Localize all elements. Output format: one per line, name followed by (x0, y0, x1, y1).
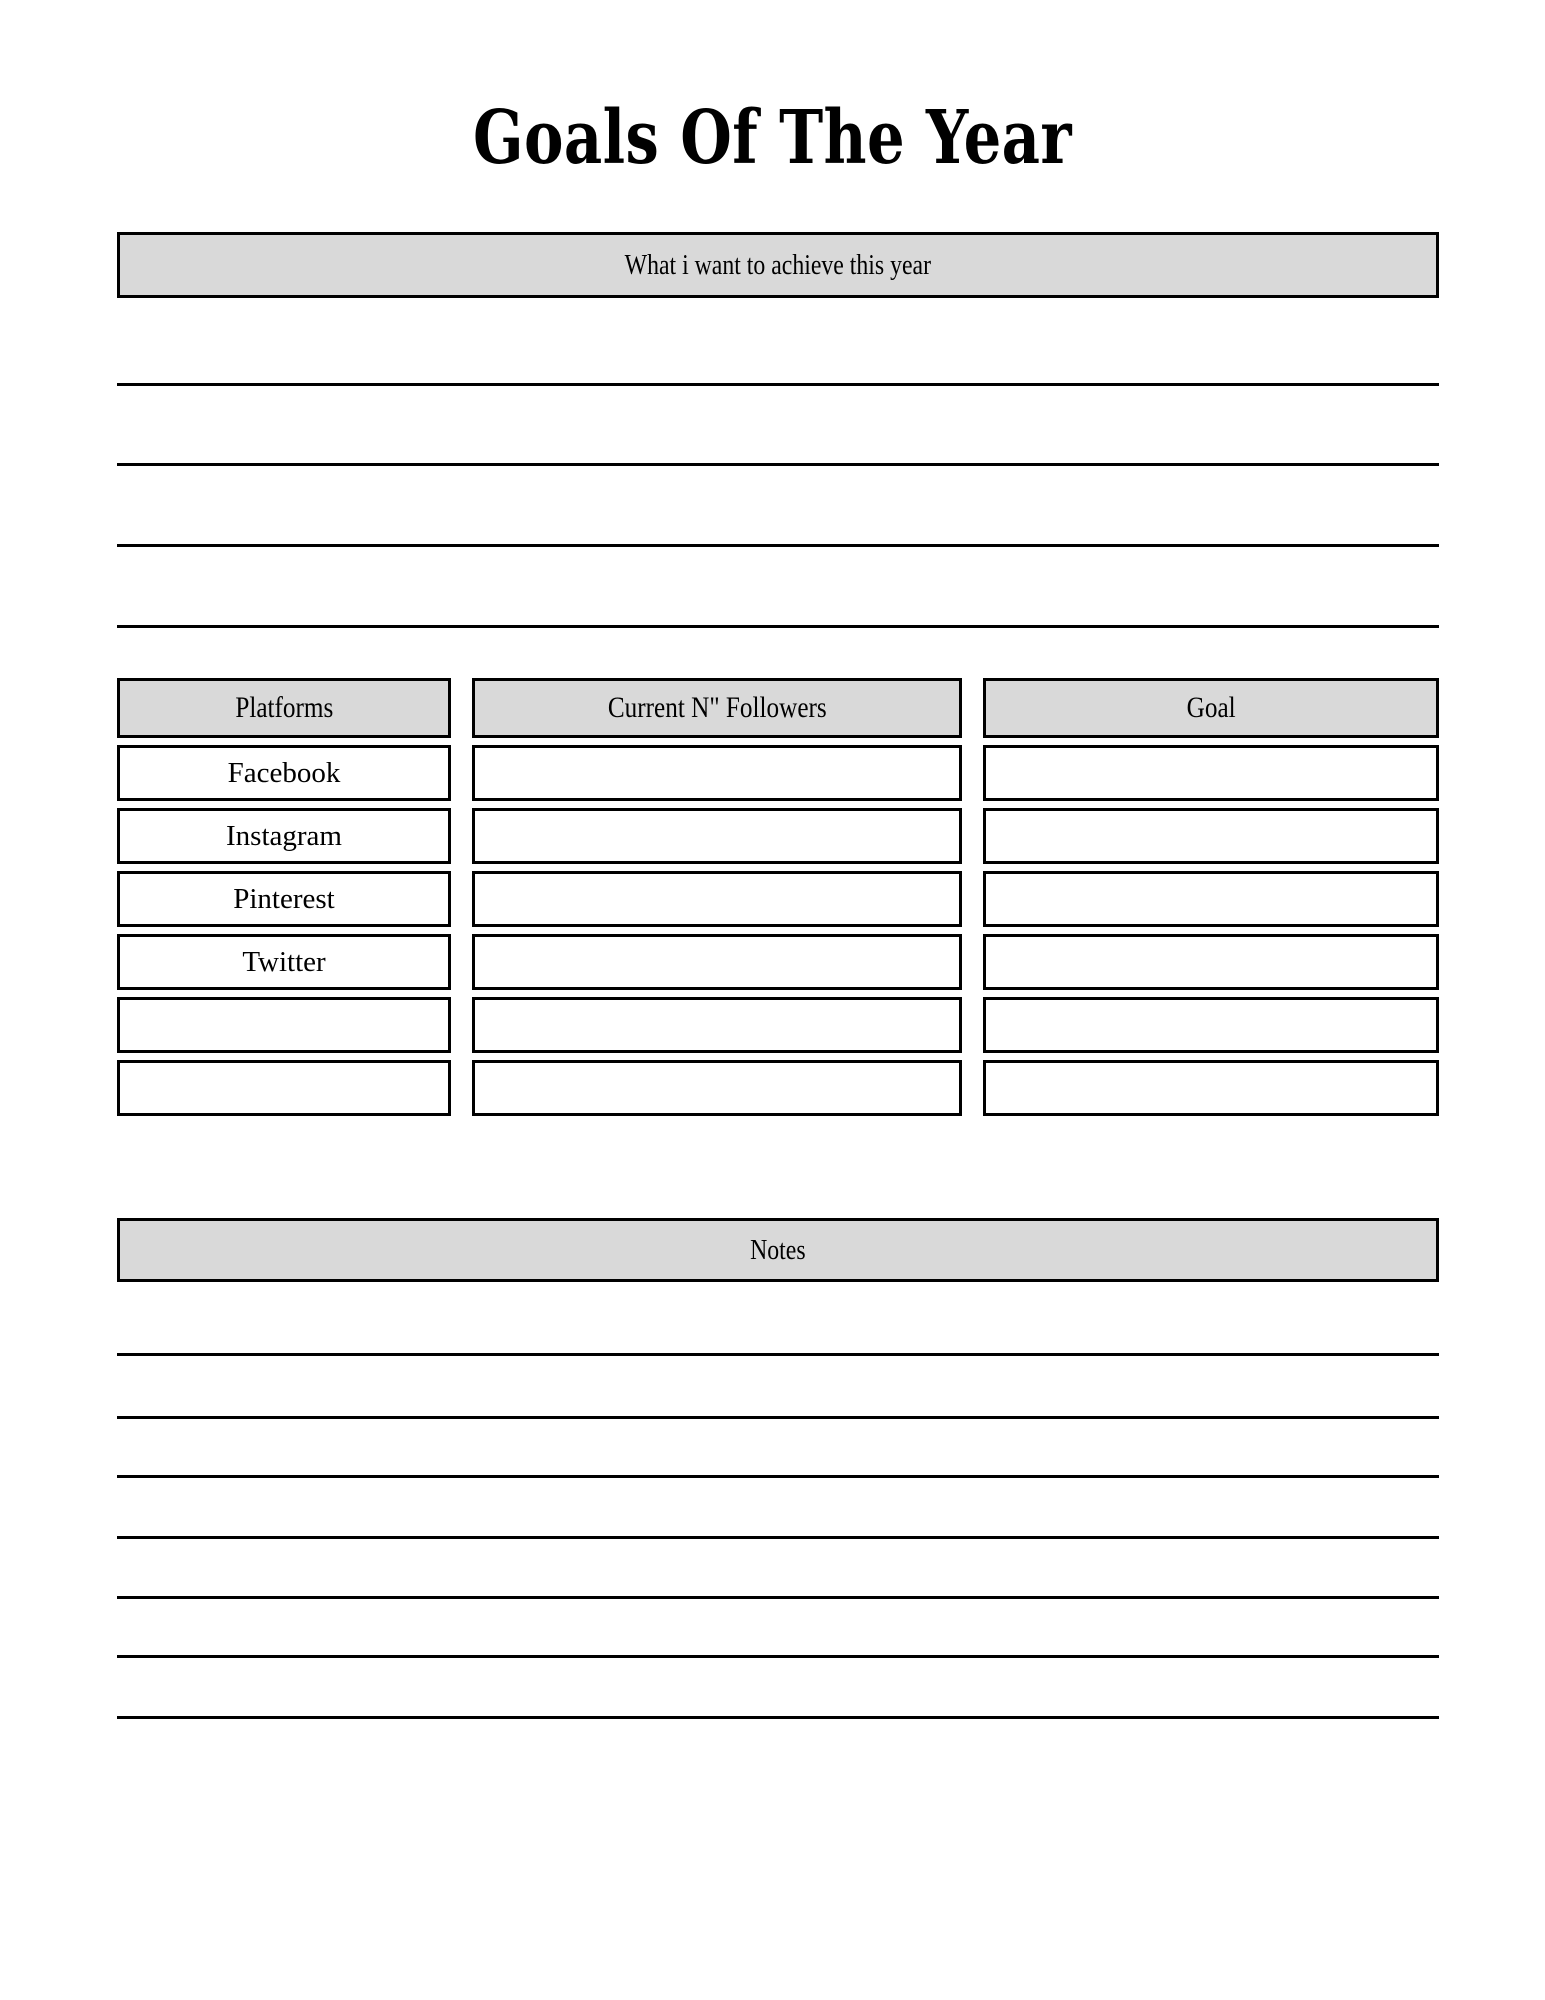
notes-writing-line[interactable] (117, 1353, 1439, 1356)
platform-name-label: Twitter (242, 945, 326, 978)
table-header-current-followers (472, 678, 962, 738)
goals-writing-line[interactable] (117, 625, 1439, 628)
notes-banner-label: Notes (750, 1234, 806, 1266)
table-header-goal-label: Goal (1186, 691, 1236, 724)
table-header-current-followers-label: Current N" Followers (607, 691, 827, 724)
goal-cell[interactable] (983, 871, 1439, 927)
table-row (117, 1060, 1439, 1116)
notes-writing-line[interactable] (117, 1475, 1439, 1478)
platform-name-cell[interactable] (117, 808, 451, 864)
page-title: Goals Of The Year (473, 95, 1072, 181)
platform-name-label: Instagram (226, 819, 342, 852)
goals-table (117, 678, 1439, 1123)
current-followers-cell[interactable] (472, 1060, 962, 1116)
table-row (117, 871, 1439, 927)
table-row (117, 997, 1439, 1053)
goals-writing-line[interactable] (117, 463, 1439, 466)
notes-writing-line[interactable] (117, 1596, 1439, 1599)
notes-writing-line[interactable] (117, 1655, 1439, 1658)
current-followers-cell[interactable] (472, 808, 962, 864)
platform-name-cell[interactable] (117, 934, 451, 990)
table-row (117, 808, 1439, 864)
goal-cell[interactable] (983, 997, 1439, 1053)
table-header-goal (983, 678, 1439, 738)
goals-writing-line[interactable] (117, 544, 1439, 547)
notes-writing-line[interactable] (117, 1536, 1439, 1539)
current-followers-cell[interactable] (472, 745, 962, 801)
notes-banner (117, 1218, 1439, 1282)
notes-writing-line[interactable] (117, 1716, 1439, 1719)
table-header-platforms (117, 678, 451, 738)
goal-cell[interactable] (983, 934, 1439, 990)
current-followers-cell[interactable] (472, 934, 962, 990)
current-followers-cell[interactable] (472, 871, 962, 927)
goals-writing-line[interactable] (117, 383, 1439, 386)
table-row (117, 934, 1439, 990)
platform-name-cell[interactable] (117, 871, 451, 927)
platform-name-cell[interactable] (117, 997, 451, 1053)
table-row (117, 745, 1439, 801)
notes-writing-line[interactable] (117, 1416, 1439, 1419)
subtitle-banner (117, 232, 1439, 298)
platform-name-cell[interactable] (117, 745, 451, 801)
platform-name-label: Facebook (227, 756, 341, 789)
platform-name-label: Pinterest (233, 882, 335, 915)
table-header-platforms-label: Platforms (234, 691, 333, 724)
subtitle-banner-label: What i want to achieve this year (624, 249, 932, 281)
table-header-row (117, 678, 1439, 738)
goal-cell[interactable] (983, 808, 1439, 864)
goal-cell[interactable] (983, 1060, 1439, 1116)
goal-cell[interactable] (983, 745, 1439, 801)
platform-name-cell[interactable] (117, 1060, 451, 1116)
current-followers-cell[interactable] (472, 997, 962, 1053)
